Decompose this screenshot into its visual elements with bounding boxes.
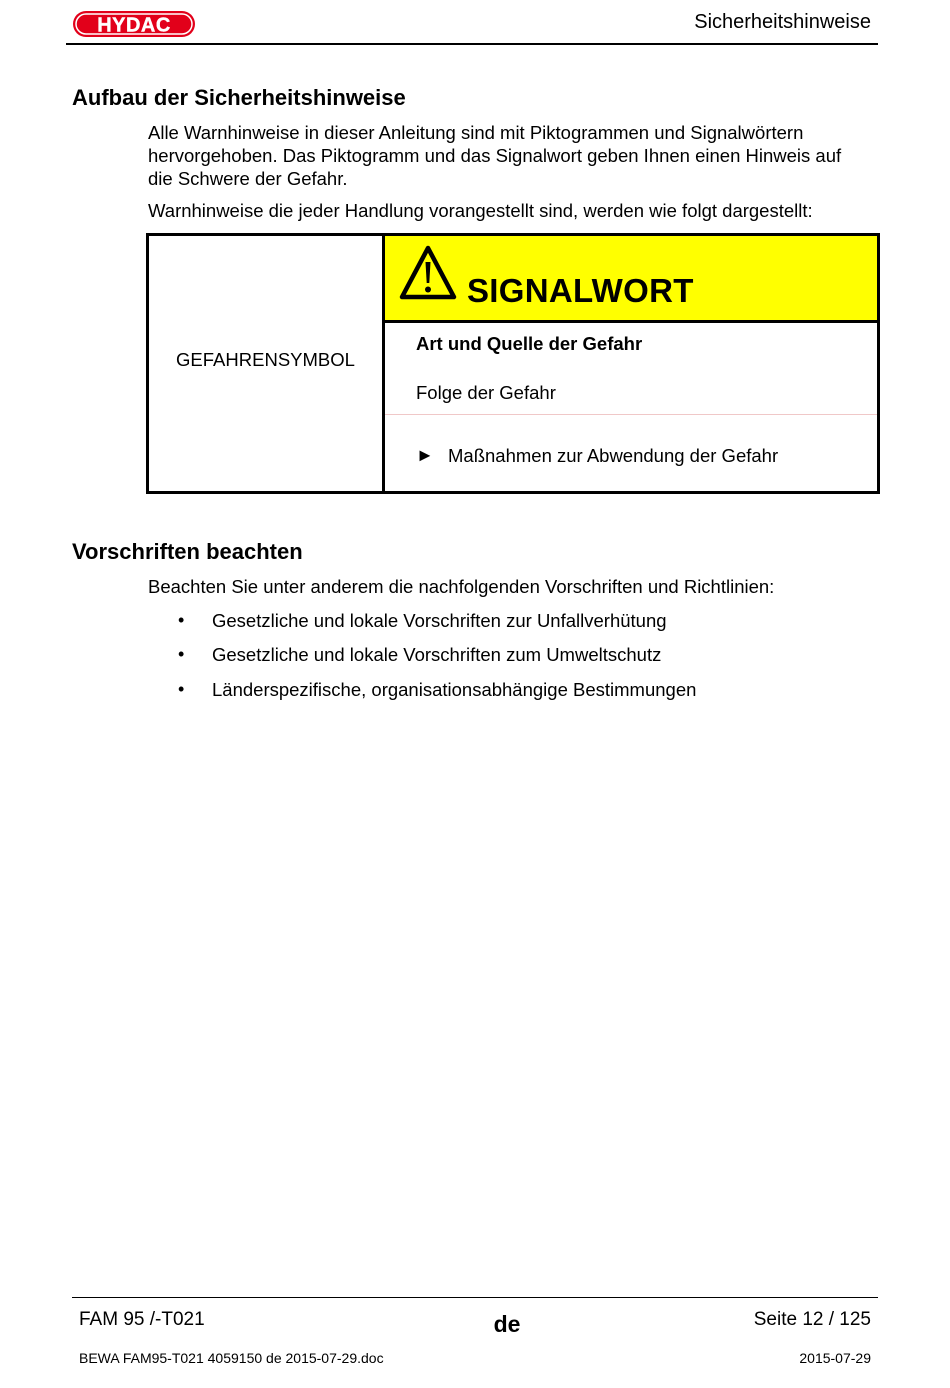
signal-word-band	[385, 236, 877, 323]
footer-date: 2015-07-29	[799, 1350, 871, 1366]
warning-notice-box	[146, 233, 880, 494]
bullet-icon: •	[178, 610, 185, 630]
hydac-logo	[72, 10, 196, 38]
section-paragraph: Warnhinweise die jeder Handlung vorangestellt sind, werden wie folgt dargestellt:	[148, 200, 813, 221]
warning-content-cell	[385, 236, 877, 491]
bullet-icon: •	[178, 644, 185, 664]
danger-consequence-text: Folge der Gefahr	[416, 382, 556, 403]
list-item: Gesetzliche und lokale Vorschriften zum Umweltschutz	[212, 644, 662, 665]
arrow-right-icon: ►	[416, 445, 434, 465]
warning-divider	[385, 414, 877, 415]
header-divider	[66, 43, 878, 45]
section-paragraph: Beachten Sie unter anderem die nachfolgenden Vorschriften und Richtlinien:	[148, 576, 775, 597]
section-title-regulations: Vorschriften beachten	[72, 539, 303, 564]
list-item: Gesetzliche und lokale Vorschriften zur Unfallverhütung	[212, 610, 667, 631]
danger-measure-text: Maßnahmen zur Abwendung der Gefahr	[448, 445, 779, 466]
logo-text: HYDAC	[97, 14, 171, 37]
section-paragraph: Alle Warnhinweise in dieser Anleitung sind mit Piktogrammen und Signalwörtern hervorgehoben. Das Piktogramm und das Signalwort geben Ihnen einen Hinweis auf die Schwere der Gefahr.	[148, 122, 842, 189]
section-title-structure: Aufbau der Sicherheitshinweise	[72, 85, 406, 110]
footer-divider	[72, 1297, 878, 1298]
footer-document-name: BEWA FAM95-T021 4059150 de 2015-07-29.doc	[79, 1350, 384, 1366]
signal-word: SIGNALWORT	[467, 272, 694, 309]
bullet-icon: •	[178, 679, 185, 699]
list-item: Länderspezifische, organisationsabhängige Bestimmungen	[212, 679, 697, 700]
footer-page-number: Seite 12 / 125	[753, 1309, 871, 1330]
warning-triangle-icon	[399, 245, 457, 301]
footer-product: FAM 95 /-T021	[79, 1309, 205, 1330]
hazard-symbol-label: GEFAHRENSYMBOL	[176, 349, 355, 370]
danger-source-text: Art und Quelle der Gefahr	[416, 333, 643, 354]
footer-language: de	[493, 1311, 521, 1337]
header-section-title: Sicherheitshinweise	[694, 11, 871, 33]
hazard-symbol-cell	[149, 236, 385, 491]
